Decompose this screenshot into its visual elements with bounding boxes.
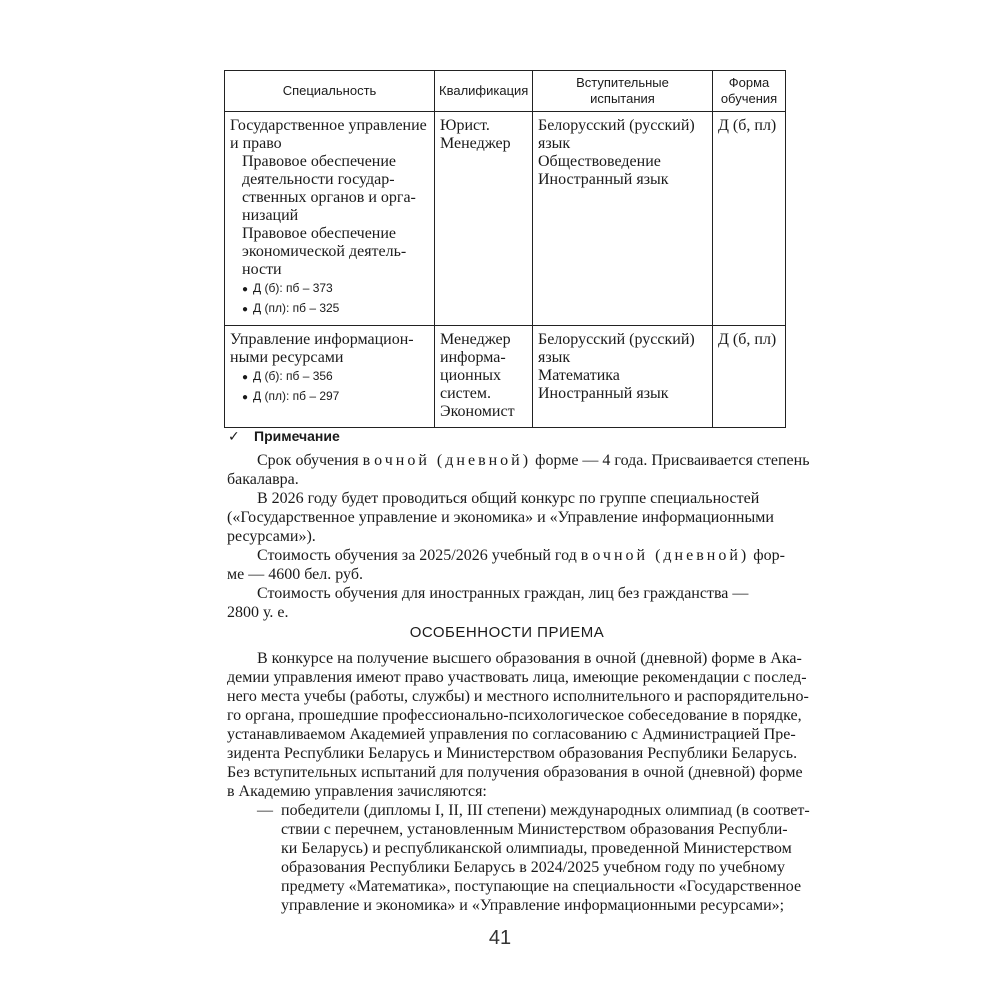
section-title: ОСОБЕННОСТИ ПРИЕМА xyxy=(409,624,605,641)
table-row xyxy=(225,112,786,326)
qualification-cell: Менеджер информа- ционных систем. Экономист xyxy=(435,326,533,428)
exams-cell: Белорусский (русский) язык Обществоведение Иностранный язык xyxy=(533,112,713,326)
table-row xyxy=(225,326,786,428)
passing-score: ● Д (б): пб – 373 xyxy=(230,279,430,299)
bullet-icon: ● xyxy=(242,304,249,315)
page-number: 41 xyxy=(488,927,512,949)
specialty-cell: Управление информацион- ными ресурсами ● Д (б): пб – 356 ● Д (пл): пб – 297 xyxy=(225,326,435,428)
specialties-table xyxy=(224,70,786,428)
bullet-icon: ● xyxy=(242,392,249,403)
qualification-cell: Юрист. Менеджер xyxy=(435,112,533,326)
note-heading xyxy=(228,428,340,445)
specialty-cell: Государственное управление и право Правовое обеспечение деятельности государ- ственных органов и орга- низаций Правовое обеспечение экономической деятель- ности ● Д (б): пб – 373 ● Д (пл): пб – 325 xyxy=(225,112,435,326)
bullet-icon: ● xyxy=(242,284,249,295)
header-specialty: Специальность xyxy=(225,71,435,112)
note-title: Примечание xyxy=(254,428,340,444)
exams-cell: Белорусский (русский) язык Математика Иностранный язык xyxy=(533,326,713,428)
note-paragraph: Стоимость обучения за 2025/2026 учебный год в очной (дневной) фор- ме — 4600 бел. руб. xyxy=(227,547,785,583)
header-qualification: Квалификация xyxy=(435,71,533,112)
sub-specialty: Правовое обеспечение xyxy=(242,225,397,242)
passing-score: ● Д (б): пб – 356 xyxy=(230,367,430,387)
bullet-icon: ● xyxy=(242,372,249,383)
list-item: — победители (дипломы I, II, III степени) международных олимпиад (в соответ- ствии с перечнем, установленным Министерством образования Республи- ки Беларусь) и республиканской олимпиады, проведенной Министерством образования Республики Беларусь в 2024/2025 учебном году по учебному предмету «Математика», поступающие на специальности «Государственное управление и экономика» и «Управление информационными ресурсами»; xyxy=(257,802,810,914)
header-exams: Вступительные испытания xyxy=(533,71,713,112)
specialty-name: Управление информацион- xyxy=(230,331,414,348)
checkmark-icon: ✓ xyxy=(228,428,240,444)
note-paragraph: Стоимость обучения для иностранных граждан, лиц без гражданства — 2800 у. е. xyxy=(227,585,749,621)
note-paragraph: В 2026 году будет проводиться общий конкурс по группе специальностей («Государственное управление и экономика» и «Управление информационными ресурсами»). xyxy=(227,490,774,545)
header-form: Форма обучения xyxy=(713,71,786,112)
body-paragraph: В конкурсе на получение высшего образования в очной (дневной) форме в Ака- демии управления имеют право участвовать лица, имеющие рекомендации с послед- него места учебы (работы, службы) и местного исполнительного и распорядительно- го органа, прошедшие профессионально-психологическое собеседование в порядке, устанавливаемом Академией управления по согласованию с Администрацией Пре- зидента Республики Беларусь и Министерством образования Республики Беларусь. Без вступительных испытаний для получения образования в очной (дневной) форме в Академию управления зачисляются: xyxy=(227,650,809,800)
table-header-row xyxy=(225,71,786,112)
passing-score: ● Д (пл): пб – 325 xyxy=(230,299,430,319)
sub-specialty: Правовое обеспечение xyxy=(242,153,397,170)
specialty-name: Государственное управление xyxy=(230,117,427,134)
form-cell: Д (б, пл) xyxy=(713,112,786,326)
dash-marker: — xyxy=(257,802,273,819)
passing-score: ● Д (пл): пб – 297 xyxy=(230,387,430,407)
form-cell: Д (б, пл) xyxy=(713,326,786,428)
note-paragraph: Срок обучения в очной (дневной) форме — 4 года. Присваивается степень бакалавра. xyxy=(227,452,810,488)
